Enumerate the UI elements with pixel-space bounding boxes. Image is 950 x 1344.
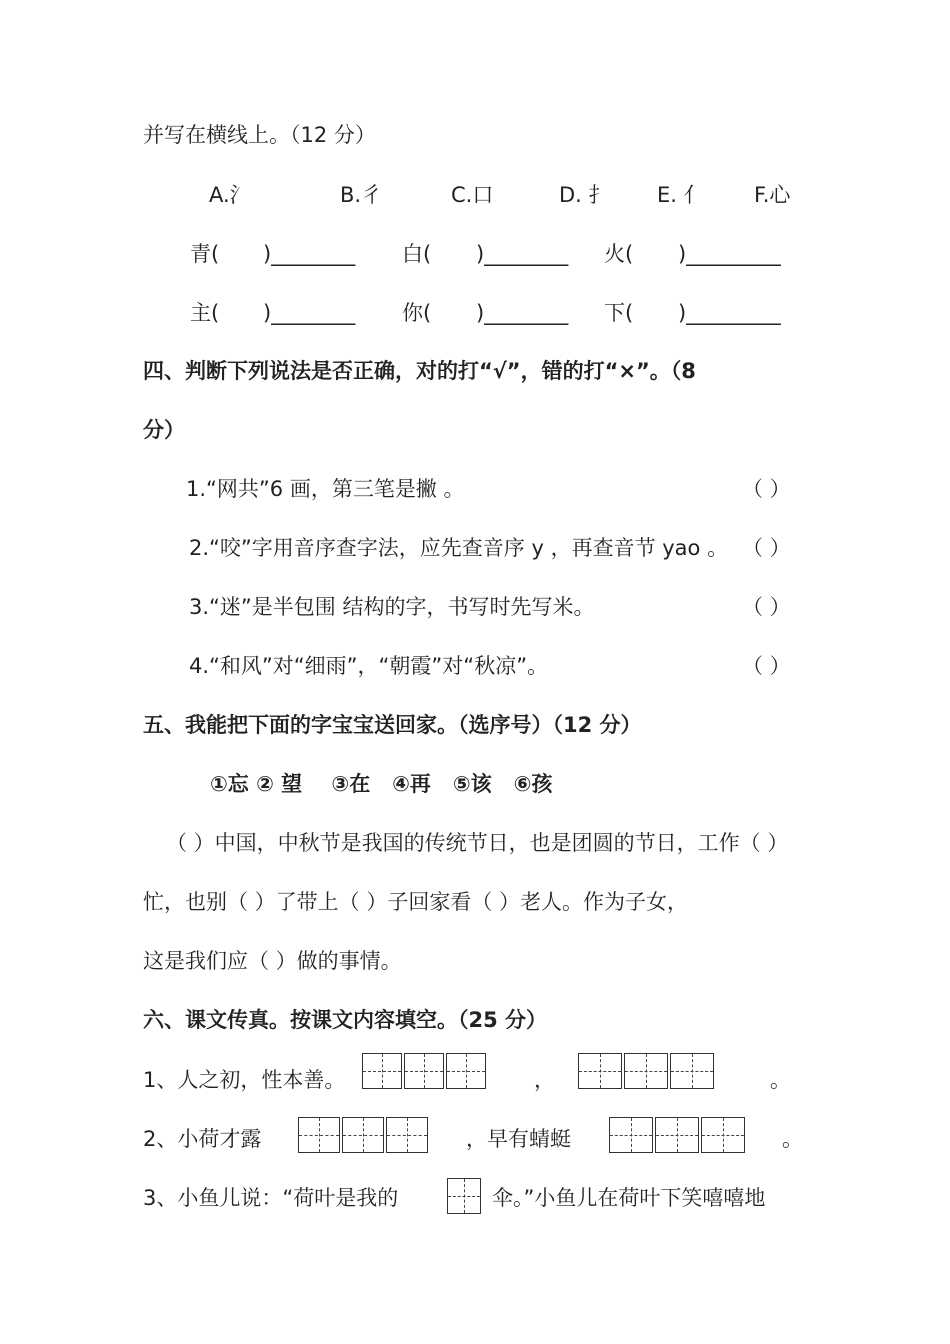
judge-item-4: 4.“和风”对“细雨”，“朝霞”对“秋凉”。 [189, 654, 549, 678]
section3-instruction: 并写在横线上。（12 分） [143, 123, 376, 147]
section4-title-cont: 分） [143, 418, 185, 442]
judge-answer-4[interactable]: （ ） [742, 654, 791, 678]
judge-answer-3[interactable]: （ ） [742, 595, 791, 619]
q3-tail: 伞。”小鱼儿在荷叶下笑嘻嘻地 [492, 1186, 766, 1210]
writing-cell[interactable] [298, 1117, 340, 1153]
fill-char-ni: 你( [402, 301, 432, 325]
judge-item-2: 2.“咬”字用音序查字法，应先查音序 y ，再查音节 yao 。 [189, 536, 729, 560]
fill-blank-xia[interactable]: )_________ [678, 301, 781, 325]
writing-cell[interactable] [362, 1053, 402, 1089]
judge-item-1: 1.“网共”6 画，第三笔是撇 。 [186, 477, 465, 501]
fill-blank-huo[interactable]: )_________ [678, 242, 781, 266]
fill-char-bai: 白( [402, 242, 432, 266]
q3-grid[interactable] [447, 1178, 483, 1214]
section4-title: 四、判断下列说法是否正确，对的打“√”，错的打“×”。（8 [143, 359, 696, 383]
writing-cell[interactable] [701, 1117, 745, 1153]
judge-item-3: 3.“迷”是半包围 结构的字，书写时先写米。 [189, 595, 595, 619]
q3-label: 3、小鱼儿说：“荷叶是我的 [143, 1186, 399, 1210]
option-a: A.氵 [209, 183, 251, 207]
section5-title: 五、我能把下面的字宝宝送回家。（选序号）（12 分） [143, 713, 642, 737]
q1-label: 1、人之初，性本善。 [143, 1068, 346, 1092]
writing-cell[interactable] [446, 1053, 486, 1089]
fill-blank-qing[interactable]: )________ [263, 242, 356, 266]
fill-char-qing: 青( [190, 242, 220, 266]
q2-label: 2、小荷才露 [143, 1127, 262, 1151]
section6-title: 六、课文传真。按课文内容填空。（25 分） [143, 1008, 548, 1032]
writing-cell[interactable] [578, 1053, 622, 1089]
writing-cell[interactable] [404, 1053, 444, 1089]
fill-char-zhu: 主( [190, 301, 220, 325]
fill-blank-zhu[interactable]: )________ [263, 301, 356, 325]
writing-cell[interactable] [624, 1053, 668, 1089]
writing-cell[interactable] [655, 1117, 699, 1153]
fill-char-huo: 火( [604, 242, 634, 266]
writing-cell[interactable] [670, 1053, 714, 1089]
fill-char-xia: 下( [604, 301, 634, 325]
section5-para-3: 这是我们应（ ）做的事情。 [143, 949, 402, 973]
option-b: B.彳 [340, 183, 383, 207]
q1-grid-a[interactable] [362, 1053, 488, 1089]
option-c: C.口 [451, 183, 494, 207]
fill-blank-bai[interactable]: )________ [476, 242, 569, 266]
section5-options: ①忘 ② 望 ③在 ④再 ⑤该 ⑥孩 [210, 772, 553, 796]
writing-cell[interactable] [342, 1117, 384, 1153]
writing-cell[interactable] [447, 1178, 481, 1214]
q2-mid: ，早有蜻蜓 [466, 1127, 571, 1151]
judge-answer-2[interactable]: （ ） [742, 536, 791, 560]
q2-grid-b[interactable] [609, 1117, 747, 1153]
option-d: D. 扌 [559, 183, 610, 207]
q2-grid-a[interactable] [298, 1117, 430, 1153]
judge-answer-1[interactable]: （ ） [742, 477, 791, 501]
writing-cell[interactable] [386, 1117, 428, 1153]
section5-para-1: （ ）中国，中秋节是我国的传统节日，也是团圆的节日，工作（ ） [166, 831, 789, 855]
option-e: E. 亻 [657, 183, 705, 207]
q1-comma: ， [534, 1068, 555, 1092]
q1-end: 。 [770, 1068, 791, 1092]
writing-cell[interactable] [609, 1117, 653, 1153]
q1-grid-b[interactable] [578, 1053, 716, 1089]
fill-blank-ni[interactable]: )________ [476, 301, 569, 325]
section5-para-2: 忙，也别（ ）了带上（ ）子回家看（ ）老人。作为子女， [143, 890, 689, 914]
option-f: F.心 [754, 183, 791, 207]
q2-end: 。 [782, 1127, 803, 1151]
